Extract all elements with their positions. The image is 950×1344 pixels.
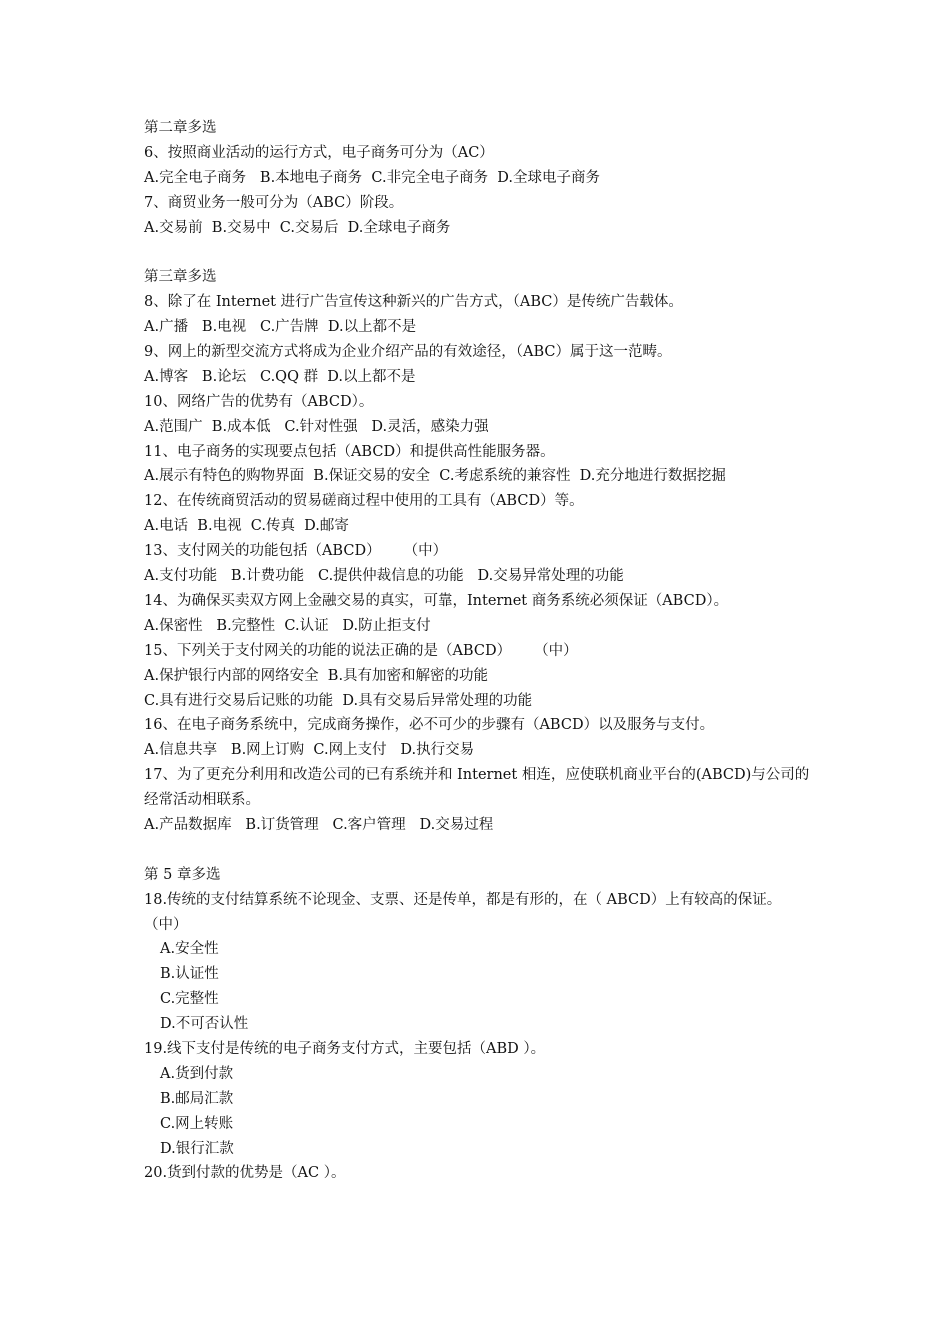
question-16: 16、在电子商务系统中，完成商务操作，必不可少的步骤有（ABCD）以及服务与支付。 [144,717,715,734]
question-13: 13、支付网关的功能包括（ABCD） （中） [144,543,448,560]
question-7: 7、商贸业务一般可分为（ABC）阶段。 [144,194,404,211]
question-12: 12、在传统商贸活动的贸易磋商过程中使用的工具有（ABCD）等。 [144,493,584,510]
section-spacer [144,838,816,863]
question-14: 14、为确保买卖双方网上金融交易的真实，可靠，Internet 商务系统必须保证（ABCD）。 [144,592,729,609]
question-8: 8、除了在 Internet 进行广告宣传这种新兴的广告方式，（ABC）是传统广告载体。 [144,294,683,311]
question-15-options-ab: A.保护银行内部的网络安全 B.具有加密和解密的功能 [144,667,489,684]
question-9-options: A.博客 B.论坛 C.QQ 群 D.以上都不是 [144,368,416,385]
section-spacer [144,240,816,265]
document-page [144,116,816,1186]
question-18: 18.传统的支付结算系统不论现金、支票、还是传单，都是有形的，在（ ABCD）上有较高的保证。 （中） [144,891,800,933]
question-11: 11、电子商务的实现要点包括（ABCD）和提供高性能服务器。 [144,443,555,460]
question-18-option-b: B.认证性 [160,966,219,983]
question-17: 17、为了更充分利用和改造公司的已有系统并和 Internet 相连，应使联机商业平台的(ABCD)与公司的经常活动相联系。 [144,767,810,809]
question-20: 20.货到付款的优势是（AC ）。 [144,1165,346,1182]
question-16-options: A.信息共享 B.网上订购 C.网上支付 D.执行交易 [144,742,475,759]
question-11-options: A.展示有特色的购物界面 B.保证交易的安全 C.考虑系统的兼容性 D.充分地进行数据挖掘 [144,468,726,485]
question-13-options: A.支付功能 B.计费功能 C.提供仲裁信息的功能 D.交易异常处理的功能 [144,568,624,585]
question-6-options: A.完全电子商务 B.本地电子商务 C.非完全电子商务 D.全球电子商务 [144,169,601,186]
question-19-option-d: D.银行汇款 [160,1140,234,1157]
question-14-options: A.保密性 B.完整性 C.认证 D.防止拒支付 [144,617,431,634]
question-18-option-a: A.安全性 [160,941,219,958]
question-18-option-d: D.不可否认性 [160,1016,249,1033]
question-8-options: A.广播 B.电视 C.广告牌 D.以上都不是 [144,319,417,336]
question-10: 10、网络广告的优势有（ABCD）。 [144,393,374,410]
question-12-options: A.电话 B.电视 C.传真 D.邮寄 [144,518,349,535]
question-17-options: A.产品数据库 B.订货管理 C.客户管理 D.交易过程 [144,816,494,833]
question-19-option-a: A.货到付款 [160,1065,234,1082]
question-6: 6、按照商业活动的运行方式，电子商务可分为（AC） [144,144,494,161]
question-15-options-cd: C.具有进行交易后记账的功能 D.具有交易后异常处理的功能 [144,692,533,709]
question-19-option-c: C.网上转账 [160,1115,234,1132]
chapter-5-heading: 第 5 章多选 [144,866,221,883]
question-9: 9、网上的新型交流方式将成为企业介绍产品的有效途径，（ABC）属于这一范畴。 [144,344,672,361]
question-15: 15、下列关于支付网关的功能的说法正确的是（ABCD） （中） [144,642,578,659]
question-7-options: A.交易前 B.交易中 C.交易后 D.全球电子商务 [144,219,451,236]
chapter-2-heading: 第二章多选 [144,120,217,136]
question-19-option-b: B.邮局汇款 [160,1090,234,1107]
chapter-3-heading: 第三章多选 [144,269,217,286]
question-19: 19.线下支付是传统的电子商务支付方式，主要包括（ABD ）。 [144,1041,546,1058]
question-10-options: A.范围广 B.成本低 C.针对性强 D.灵活，感染力强 [144,418,489,435]
question-18-option-c: C.完整性 [160,991,219,1008]
